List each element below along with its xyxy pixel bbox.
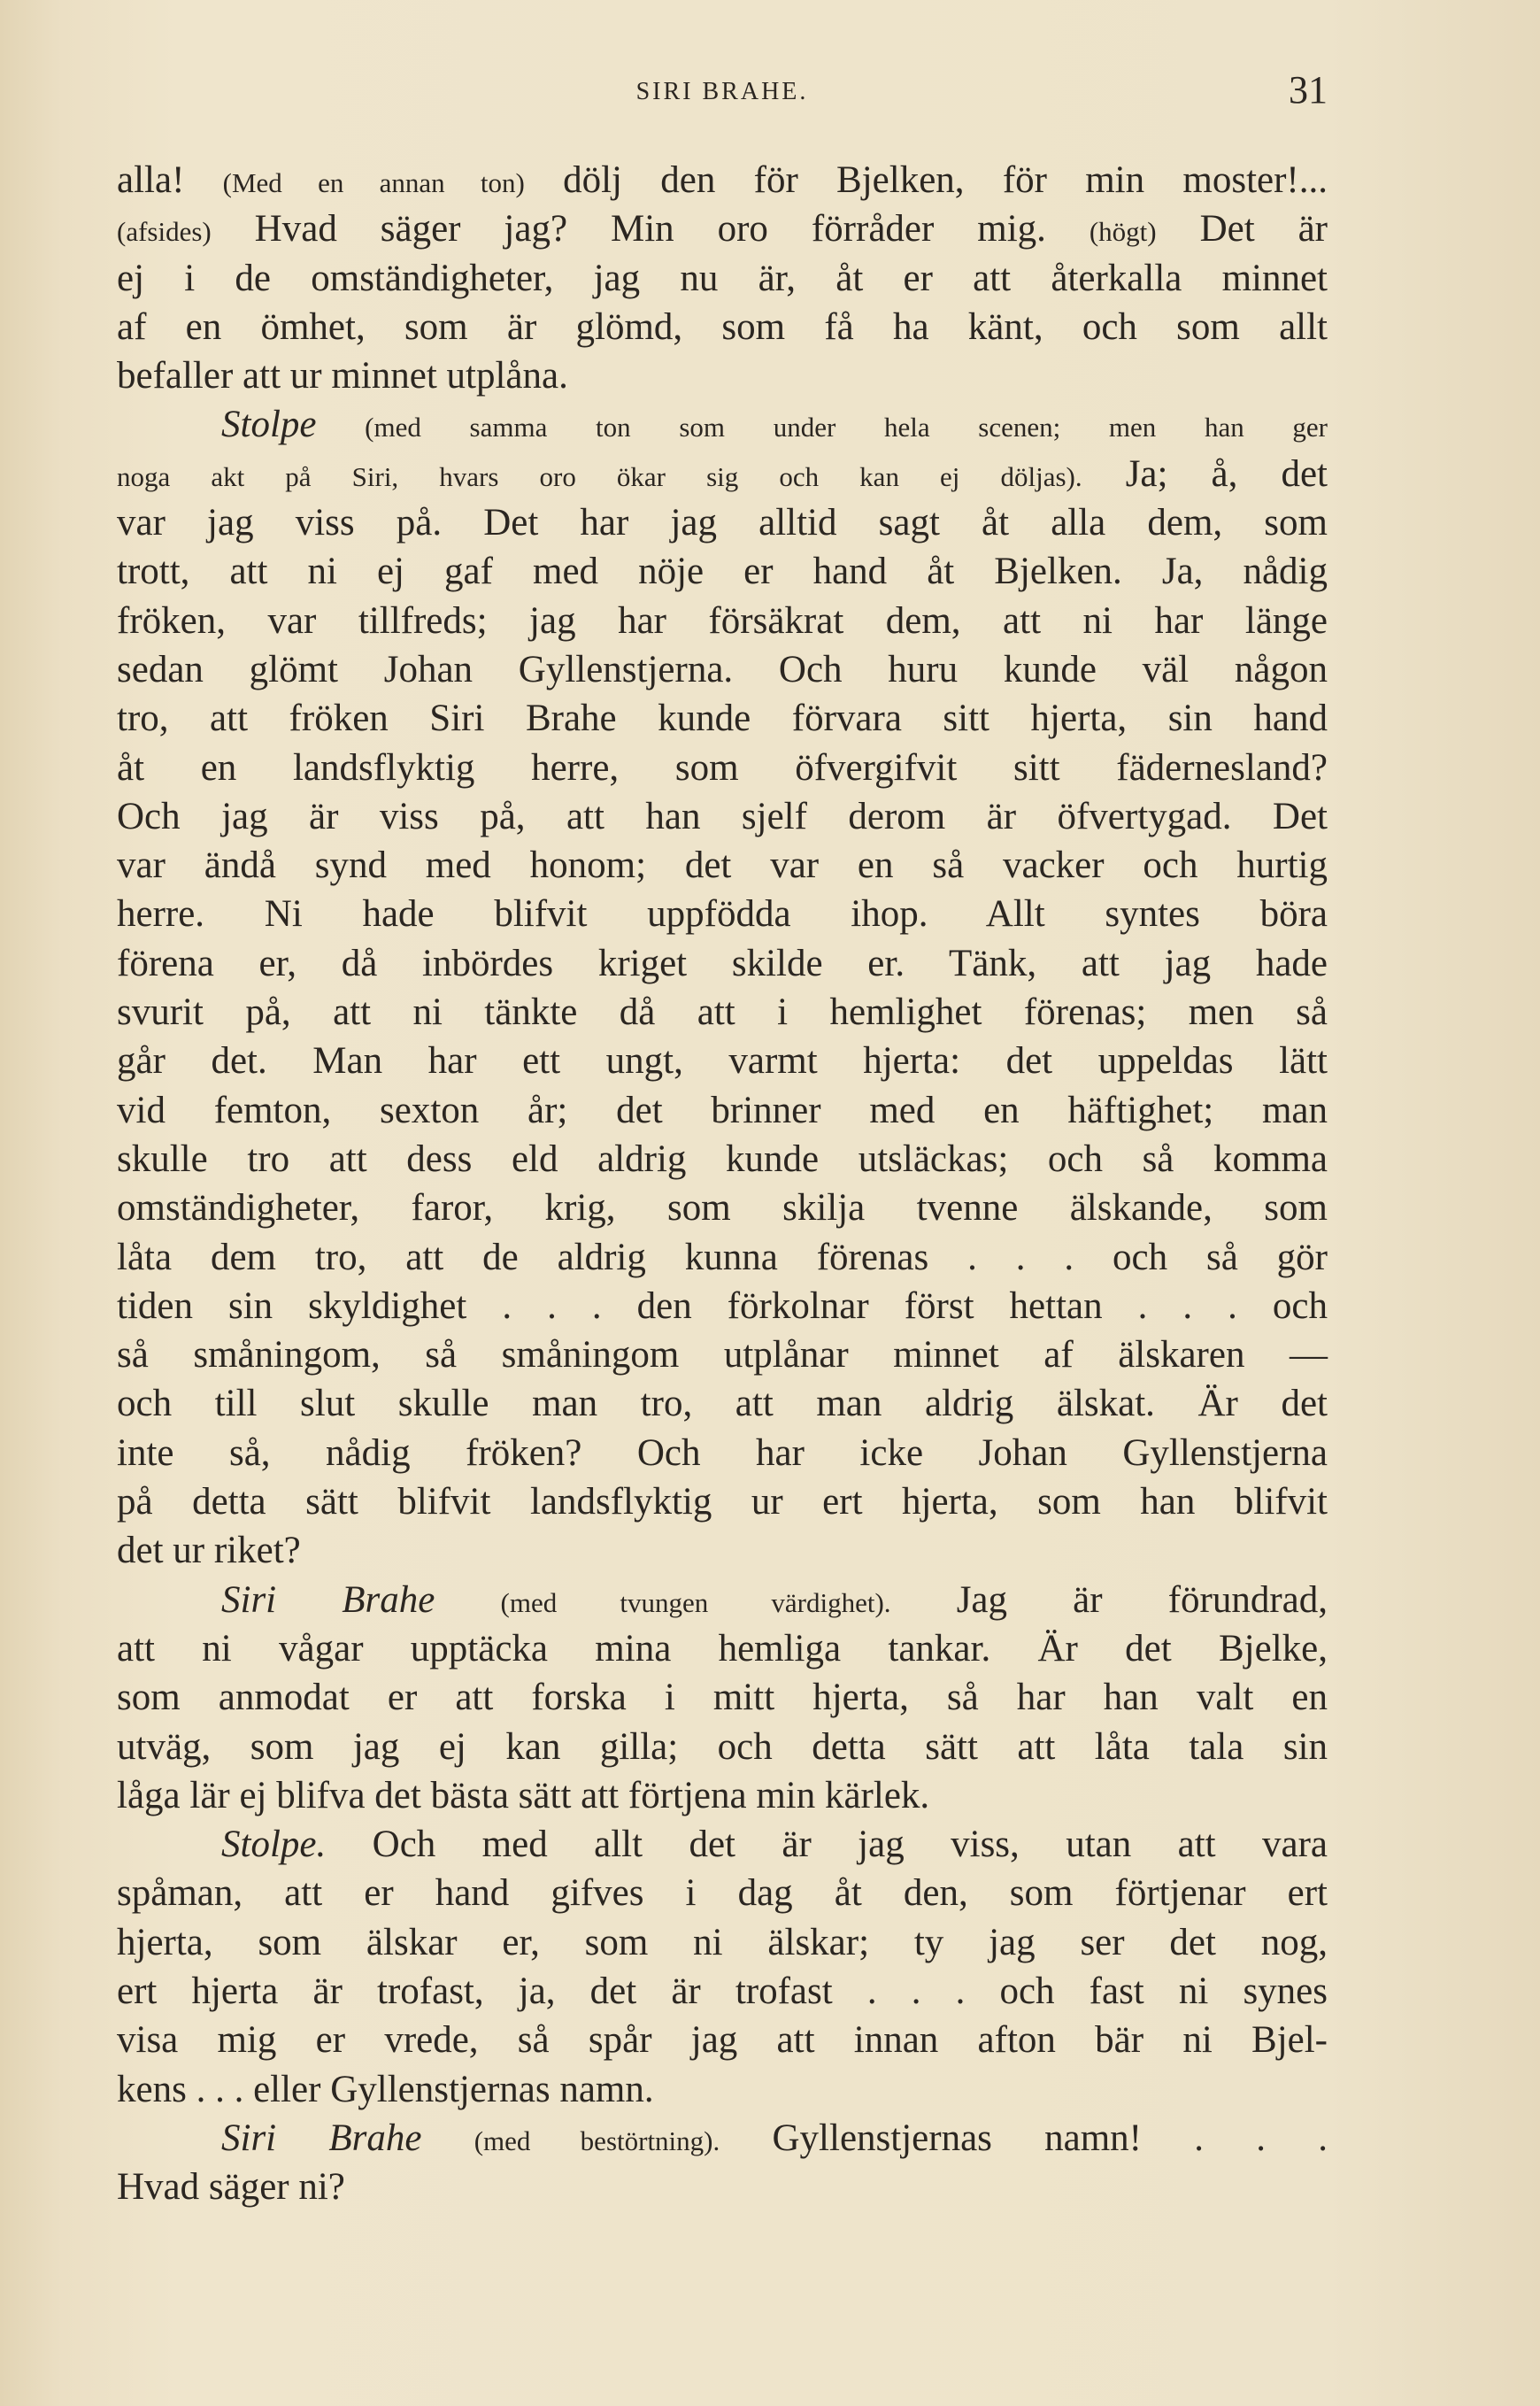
- text-line: [117, 303, 1328, 351]
- line-text: Hvad säger jag? Min oro förråder mig.: [211, 208, 1090, 251]
- text-line: [117, 1233, 1328, 1282]
- text-line: [117, 1967, 1328, 2016]
- line-text: tro, att fröken Siri Brahe kunde förvara sitt hjerta, sin hand: [117, 698, 1328, 740]
- text-line: [117, 2065, 1328, 2114]
- text-line: [117, 2016, 1328, 2064]
- line-text: går det. Man har ett ungt, varmt hjerta: det uppeldas lätt: [117, 1040, 1328, 1083]
- line-text: ej i de omständigheter, jag nu är, åt er att återkalla minnet: [117, 257, 1328, 299]
- line-text: Gyllenstjernas namn! . . .: [720, 2117, 1328, 2159]
- text-line: [117, 1918, 1328, 1967]
- line-text: inte så, nådig fröken? Och har icke Johan Gyllenstjerna: [117, 1431, 1328, 1474]
- line-text: Det är: [1156, 208, 1328, 251]
- stage-direction: (afsides): [117, 216, 212, 248]
- text-line: [117, 1869, 1328, 1917]
- line-text: herre. Ni hade blifvit uppfödda ihop. Allt syntes böra: [117, 893, 1328, 936]
- line-text: trott, att ni ej gaf med nöje er hand åt Bjelken. Ja, nådig: [117, 551, 1328, 593]
- text-line: [117, 450, 1328, 498]
- text-line: [117, 204, 1328, 253]
- line-text: fröken, var tillfreds; jag har försäkrat dem, att ni har länge: [117, 599, 1328, 642]
- stage-direction: (med tvungen värdighet).: [500, 1586, 891, 1618]
- text-line: [117, 498, 1328, 547]
- page-number: 31: [1289, 68, 1328, 112]
- stage-direction: (Med en annan ton): [222, 167, 525, 198]
- line-text: [421, 2117, 474, 2159]
- line-text: det ur riket?: [117, 1530, 301, 1572]
- text-line: [117, 988, 1328, 1037]
- line-text: och till slut skulle man tro, att man aldrig älskat. Är det: [117, 1383, 1328, 1425]
- text-line: [117, 1037, 1328, 1085]
- text-line: [117, 1330, 1328, 1379]
- text-line: [117, 645, 1328, 694]
- line-text: att ni vågar upptäcka mina hemliga tankar. Är det Bjelke,: [117, 1627, 1328, 1670]
- text-line: [117, 1820, 1328, 1869]
- text-line: [117, 400, 1328, 449]
- line-text: alla!: [117, 159, 223, 201]
- line-text: var jag viss på. Det har jag alltid sagt åt alla dem, som: [117, 502, 1328, 544]
- line-text: som anmodat er att forska i mitt hjerta, så har han valt en: [117, 1677, 1328, 1719]
- line-text: visa mig er vrede, så spår jag att innan afton bär ni Bjel-: [117, 2019, 1328, 2062]
- running-title: SIRI BRAHE.: [635, 78, 809, 105]
- line-text: svurit på, att ni tänkte då att i hemlighet förenas; men så: [117, 991, 1328, 1034]
- speaker-name: Siri Brahe: [221, 2117, 422, 2159]
- text-line: [117, 1771, 1328, 1820]
- text-line: [117, 1429, 1328, 1477]
- text-line: [117, 841, 1328, 890]
- speaker-name: Siri Brahe: [221, 1578, 435, 1621]
- line-text: utväg, som jag ej kan gilla; och detta sätt att låta tala sin: [117, 1725, 1328, 1768]
- line-text: var ändå synd med honom; det var en så vacker och hurtig: [117, 844, 1328, 887]
- line-text: låta dem tro, att de aldrig kunna förenas . . . och så gör: [117, 1236, 1328, 1278]
- line-text: Jag är förundrad,: [890, 1578, 1328, 1621]
- text-line: [117, 597, 1328, 645]
- line-text: Ja; å, det: [1082, 452, 1328, 495]
- text-line: [117, 890, 1328, 938]
- line-text: förena er, då inbördes kriget skilde er. Tänk, att jag hade: [117, 942, 1328, 984]
- text-line: [117, 1379, 1328, 1428]
- stage-direction: (med bestörtning).: [474, 2125, 720, 2156]
- text-line: [117, 2114, 1328, 2163]
- line-text: på detta sätt blifvit landsflyktig ur ert hjerta, som han blifvit: [117, 1481, 1328, 1523]
- text-line: [117, 351, 1328, 400]
- line-text: befaller att ur minnet utplåna.: [117, 355, 568, 397]
- line-text: kens . . . eller Gyllenstjernas namn.: [117, 2068, 654, 2110]
- text-line: [117, 1576, 1328, 1624]
- line-text: låga lär ej blifva det bästa sätt att förtjena min kärlek.: [117, 1774, 930, 1816]
- text-line: [117, 1526, 1328, 1575]
- text-line: [117, 694, 1328, 743]
- text-line: [117, 1135, 1328, 1184]
- line-text: sedan glömt Johan Gyllenstjerna. Och huru kunde väl någon: [117, 648, 1328, 690]
- text-line: [117, 1282, 1328, 1330]
- line-text: spåman, att er hand gifves i dag åt den, som förtjenar ert: [117, 1872, 1328, 1915]
- text-line: [117, 156, 1328, 204]
- text-line: [117, 1184, 1328, 1232]
- line-text: Och jag är viss på, att han sjelf derom är öfvertygad. Det: [117, 795, 1328, 837]
- text-line: [117, 547, 1328, 596]
- line-text: omständigheter, faror, krig, som skilja tvenne älskande, som: [117, 1187, 1328, 1230]
- text-line: [117, 1477, 1328, 1526]
- speaker-name: Stolpe.: [221, 1824, 327, 1866]
- line-text: [435, 1579, 500, 1621]
- line-text: vid femton, sexton år; det brinner med en häftighet; man: [117, 1089, 1328, 1131]
- line-text: Och med allt det är jag viss, utan att vara: [326, 1824, 1328, 1866]
- line-text: åt en landsflyktig herre, som öfvergifvit sitt fädernesland?: [117, 746, 1328, 789]
- line-text: så småningom, så småningom utplånar minnet af älskaren —: [117, 1334, 1328, 1377]
- line-text: ert hjerta är trofast, ja, det är trofast . . . och fast ni synes: [117, 1970, 1328, 2012]
- text-line: [117, 744, 1328, 792]
- line-text: tiden sin skyldighet . . . den förkolnar först hettan . . . och: [117, 1284, 1328, 1327]
- text-line: [117, 1086, 1328, 1135]
- text-line: [117, 939, 1328, 988]
- line-text: af en ömhet, som är glömd, som få ha känt, och som allt: [117, 305, 1328, 348]
- text-line: [117, 254, 1328, 303]
- line-text: hjerta, som älskar er, som ni älskar; ty jag ser det nog,: [117, 1921, 1328, 1963]
- line-text: Hvad säger ni?: [117, 2166, 345, 2209]
- stage-direction: (med samma ton som under hela scenen; men han ger: [316, 412, 1328, 443]
- text-line: [117, 1723, 1328, 1771]
- body-text: [117, 156, 1328, 2211]
- stage-direction: (högt): [1089, 216, 1157, 248]
- text-line: [117, 792, 1328, 841]
- text-line: [117, 1624, 1328, 1673]
- text-line: [117, 2163, 1328, 2211]
- text-line: [117, 1673, 1328, 1722]
- stage-direction: noga akt på Siri, hvars oro ökar sig och kan ej döljas).: [117, 460, 1082, 492]
- page-header: [117, 67, 1328, 120]
- speaker-name: Stolpe: [221, 404, 317, 446]
- line-text: dölj den för Bjelken, för min moster!...: [524, 159, 1328, 201]
- line-text: skulle tro att dess eld aldrig kunde utsläckas; och så komma: [117, 1137, 1328, 1180]
